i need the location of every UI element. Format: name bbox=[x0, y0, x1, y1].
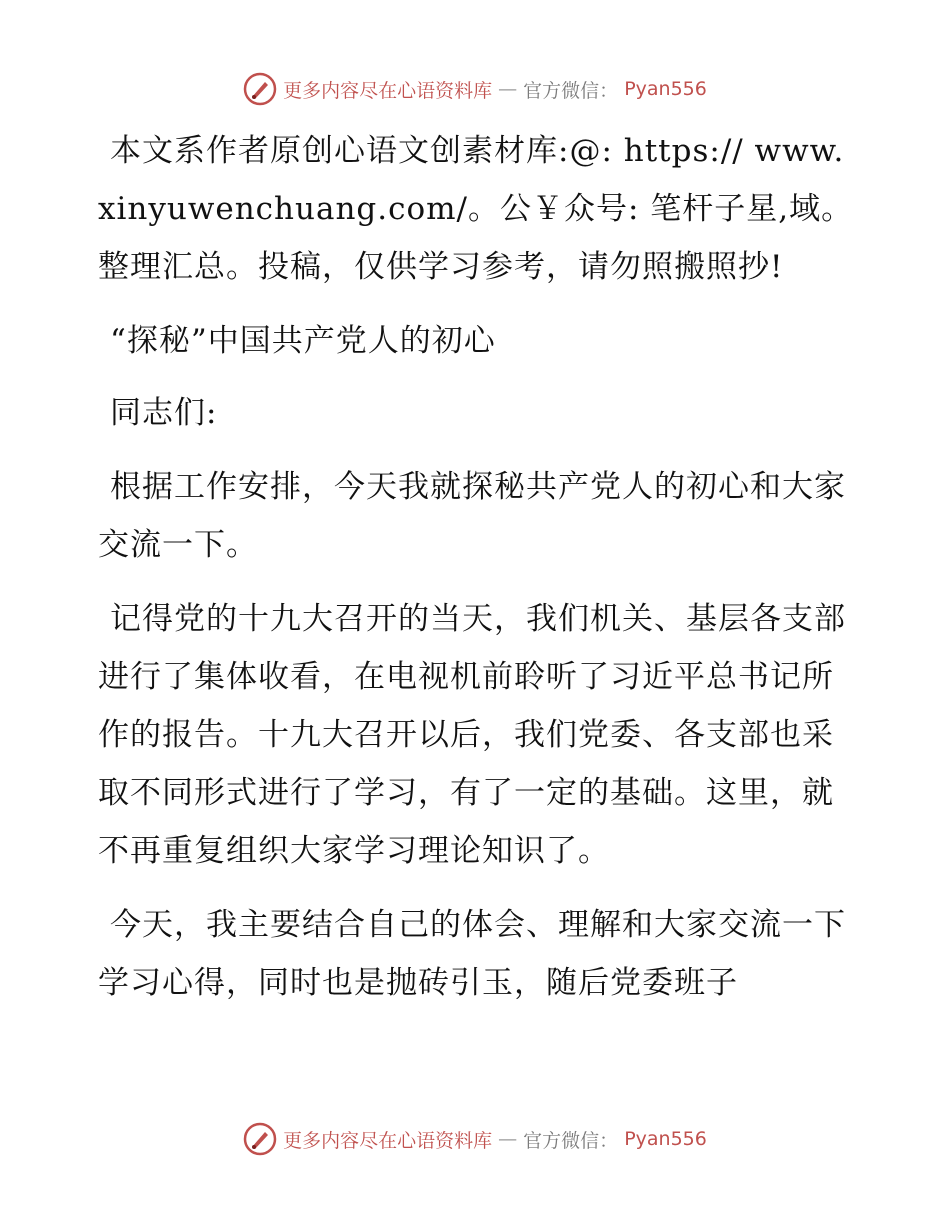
watermark-dash: — bbox=[498, 78, 518, 100]
watermark-text: 更多内容尽在心语资料库 bbox=[283, 79, 493, 102]
document-body bbox=[98, 122, 858, 1028]
body-paragraph-3: 今天，我主要结合自己的体会、理解和大家交流一下学习心得，同时也是抛砖引玉，随后党委班子 bbox=[98, 907, 846, 1001]
watermark-id: Pyan556 bbox=[624, 1128, 707, 1150]
body-paragraph-2: 记得党的十九大召开的当天，我们机关、基层各支部进行了集体收看，在电视机前聆听了习近平总书记所作的报告。十九大召开以后，我们党委、各支部也采取不同形式进行了学习，有了一定的基础。这里，就不再重复组织大家学习理论知识了。 bbox=[98, 601, 846, 869]
intro-paragraph: 本文系作者原创心语文创素材库:@: https:// www.xinyuwenchuang.com/。公￥众号: 笔杆子星,域。整理汇总。投稿，仅供学习参考，请勿照搬照抄! bbox=[98, 133, 854, 285]
watermark-label: 官方微信： bbox=[523, 1129, 619, 1152]
pen-logo-icon bbox=[243, 1122, 277, 1156]
document-title: “探秘”中国共产党人的初心 bbox=[110, 323, 496, 359]
footer-watermark bbox=[0, 1122, 950, 1156]
watermark-label: 官方微信： bbox=[523, 79, 619, 102]
watermark-text: 更多内容尽在心语资料库 bbox=[283, 1129, 493, 1152]
header-watermark bbox=[0, 72, 950, 106]
watermark-id: Pyan556 bbox=[624, 78, 707, 100]
pen-logo-icon bbox=[243, 72, 277, 106]
body-paragraph-1: 根据工作安排，今天我就探秘共产党人的初心和大家交流一下。 bbox=[98, 469, 846, 563]
salutation: 同志们: bbox=[110, 395, 218, 431]
watermark-dash: — bbox=[498, 1128, 518, 1150]
